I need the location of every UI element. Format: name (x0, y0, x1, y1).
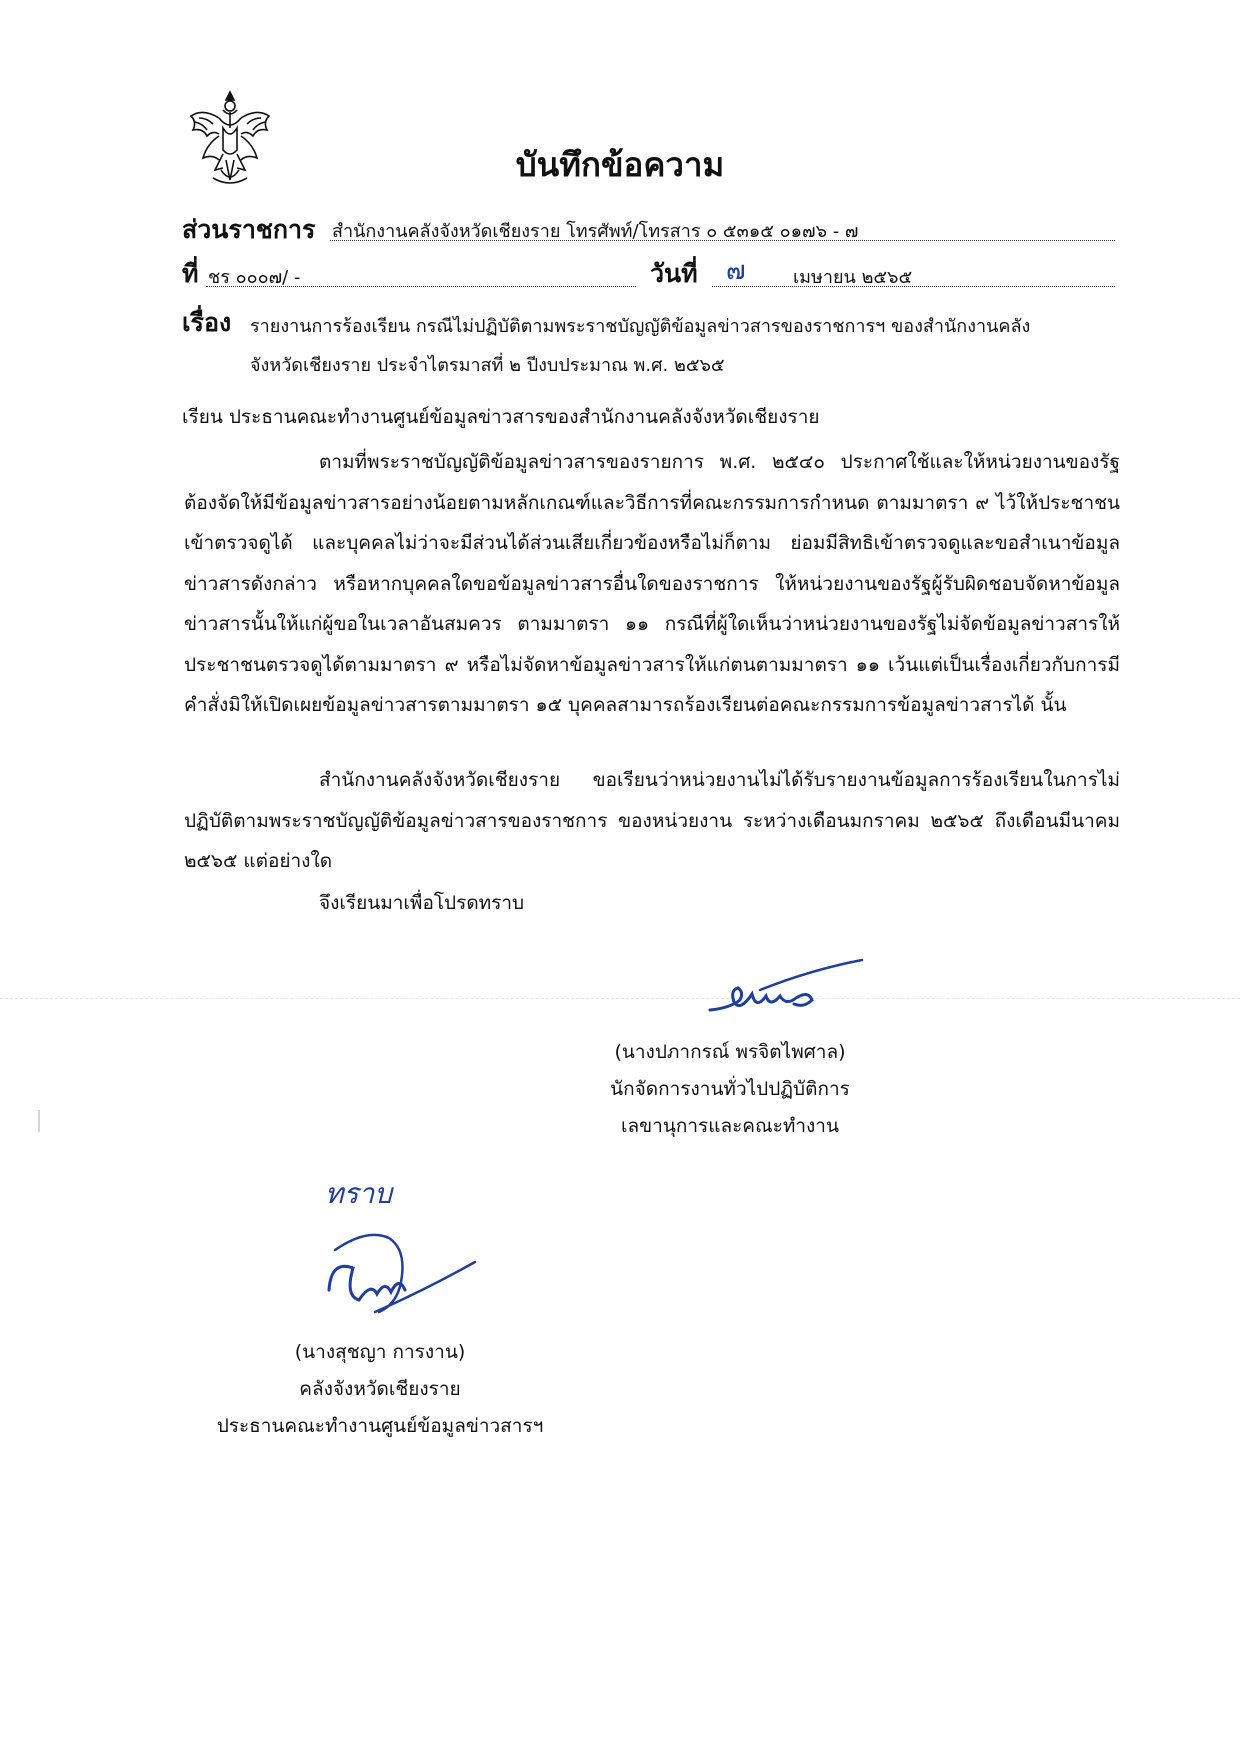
signature-1-handwritten (700, 950, 880, 1030)
signer-2-name: (นางสุชญา การงาน) (294, 1341, 466, 1363)
signer-2-block (200, 1334, 560, 1445)
date-day-handwritten: ๗ (726, 256, 746, 286)
department-underline (330, 240, 1115, 241)
signature-2-handwritten (315, 1220, 485, 1320)
reference-label: ที่ (182, 259, 199, 288)
scan-fold-line (0, 998, 1240, 999)
date-value: เมษายน ๒๕๖๕ (793, 267, 913, 288)
signer-2-role: ประธานคณะทำงานศูนย์ข้อมูลข่าวสารฯ (216, 1415, 544, 1437)
body-paragraph-2 (184, 760, 1120, 882)
signer-1-role: เลขานุการและคณะทำงาน (621, 1115, 839, 1137)
signer-1-name: (นางปภากรณ์ พรจิตไพศาล) (614, 1041, 846, 1063)
document-title: บันทึกข้อความ (515, 145, 725, 184)
reference-value: ชร ๐๐๐๗/ - (208, 267, 301, 288)
date-label: วันที่ (650, 259, 698, 288)
reference-underline (206, 286, 636, 287)
body-paragraph-1 (184, 442, 1120, 726)
closing-line: จึงเรียนมาเพื่อโปรดทราบ (319, 892, 525, 914)
body-paragraph-2-text: สำนักงานคลังจังหวัดเชียงราย ขอเรียนว่าหน่วยงานไม่ได้รับรายงานข้อมูลการร้องเรียนในการไม่ปฏิบัติตามพระราชบัญญัติข้อมูลข่าวสารของราชการ ของหน่วยงาน ระหว่างเดือนมกราคม ๒๕๖๕ ถึงเดือนมีนาคม ๒๕๖๕ แต่อย่างใด (184, 769, 1120, 872)
subject-line-1: รายงานการร้องเรียน กรณีไม่ปฏิบัติตามพระราชบัญญัติข้อมูลข่าวสารของราชการฯ ของสำนักงานคลัง (250, 316, 1031, 337)
department-label: ส่วนราชการ (182, 215, 316, 244)
subject-label: เรื่อง (182, 308, 232, 337)
signer-2-position: คลังจังหวัดเชียงราย (299, 1378, 461, 1400)
body-paragraph-1-text: ตามที่พระราชบัญญัติข้อมูลข่าวสารของรายการ พ.ศ. ๒๕๔๐ ประกาศใช้และให้หน่วยงานของรัฐต้องจัดให้มีข้อมูลข่าวสารอย่างน้อยตามหลักเกณฑ์และวิธีการที่คณะกรรมการกำหนด ตามมาตรา ๙ ไว้ให้ประชาชนเข้าตรวจดูได้ และบุคคลไม่ว่าจะมีส่วนได้ส่วนเสียเกี่ยวข้องหรือไม่ก็ตาม ย่อมมีสิทธิเข้าตรวจดูและขอสำเนาข้อมูลข่าวสารดังกล่าว หรือหากบุคคลใดขอข้อมูลข่าวสารอื่นใดของราชการ ให้หน่วยงานของรัฐผู้รับผิดชอบจัดหาข้อมูลข่าวสารนั้นให้แก่ผู้ขอในเวลาอันสมควร ตามมาตรา ๑๑ กรณีที่ผู้ใดเห็นว่าหน่วยงานของรัฐไม่จัดข้อมูลข่าวสารให้ประชาชนตรวจดูได้ตามมาตรา ๙ หรือไม่จัดหาข้อมูลข่าวสารให้แก่ตนตามมาตรา ๑๑ เว้นแต่เป็นเรื่องเกี่ยวกับการมีคำสั่งมิให้เปิดเผยข้อมูลข่าวสารตามมาตรา ๑๕ บุคคลสามารถร้องเรียนต่อคณะกรรมการข้อมูลข่าวสารได้ นั้น (184, 451, 1120, 716)
signer-1-block (560, 1034, 900, 1145)
signer-1-position: นักจัดการงานทั่วไปปฏิบัติการ (610, 1078, 850, 1100)
department-value: สำนักงานคลังจังหวัดเชียงราย โทรศัพท์/โทรสาร ๐ ๕๓๑๕ ๐๑๗๖ - ๗ (332, 221, 859, 242)
salutation: เรียน ประธานคณะทำงานศูนย์ข้อมูลข่าวสารของสำนักงานคลังจังหวัดเชียงราย (182, 406, 820, 428)
approval-note-handwritten: ทราบ (325, 1177, 392, 1210)
subject-line-2: จังหวัดเชียงราย ประจำไตรมาสที่ ๒ ปีงบประมาณ พ.ศ. ๒๕๖๕ (250, 355, 725, 376)
scan-mark (38, 1110, 40, 1132)
date-underline (712, 286, 1115, 287)
